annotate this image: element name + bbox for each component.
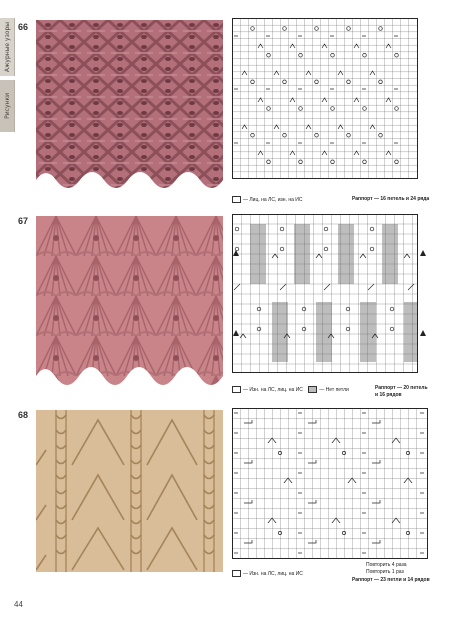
legend-swatch (232, 196, 241, 203)
rapport-note: Раппорт — 16 петель и 24 ряда (352, 196, 430, 202)
side-tab-patterns[interactable] (0, 80, 15, 132)
legend-text: — Лиц. на ЛС, изн. на ИС (243, 196, 303, 203)
knitting-chart (232, 214, 428, 382)
swatch-68-image (36, 410, 223, 572)
chart-68-grid (232, 408, 428, 568)
knit-swatch-photo (36, 410, 223, 572)
repeat-note: Повторить 4 раза (366, 562, 407, 568)
pattern-number: 67 (18, 216, 29, 226)
pattern-number: 68 (18, 410, 29, 420)
side-tab-lace-label: Ажурные узоры (3, 21, 11, 73)
knitting-chart (232, 18, 428, 188)
swatch-66-image (36, 20, 223, 196)
knit-swatch-photo (36, 216, 223, 394)
legend-text: — Изн. на ЛС, лиц. на ИС (243, 570, 303, 577)
rapport-line-1: Раппорт — 20 петель (375, 385, 428, 391)
legend-swatch (232, 386, 241, 393)
legend-swatch (232, 570, 241, 577)
swatch-67-image (36, 216, 223, 394)
page-number: 44 (14, 600, 23, 609)
legend-swatch-gray (308, 386, 317, 393)
knit-swatch-photo (36, 20, 223, 196)
rapport-line-2: и 16 рядов (375, 392, 402, 398)
legend-text: — Изн. на ЛС, лиц. на ИС (243, 386, 303, 393)
rapport-note (375, 385, 428, 399)
side-tab-lace[interactable] (0, 18, 15, 76)
pattern-number: 66 (18, 22, 29, 32)
legend-text-2: — Нет петли (319, 386, 349, 393)
repeat-note: Повторить 1 раз (366, 569, 404, 575)
chart-legend (232, 386, 349, 393)
chart-legend (232, 570, 303, 577)
knitting-chart (232, 408, 428, 568)
chart-67-grid (232, 214, 428, 382)
chart-legend (232, 196, 302, 203)
side-tab-patterns-label: Рисунки (3, 93, 11, 119)
rapport-note: Раппорт — 23 петли и 14 рядов (352, 577, 430, 583)
chart-66-grid (232, 18, 428, 188)
